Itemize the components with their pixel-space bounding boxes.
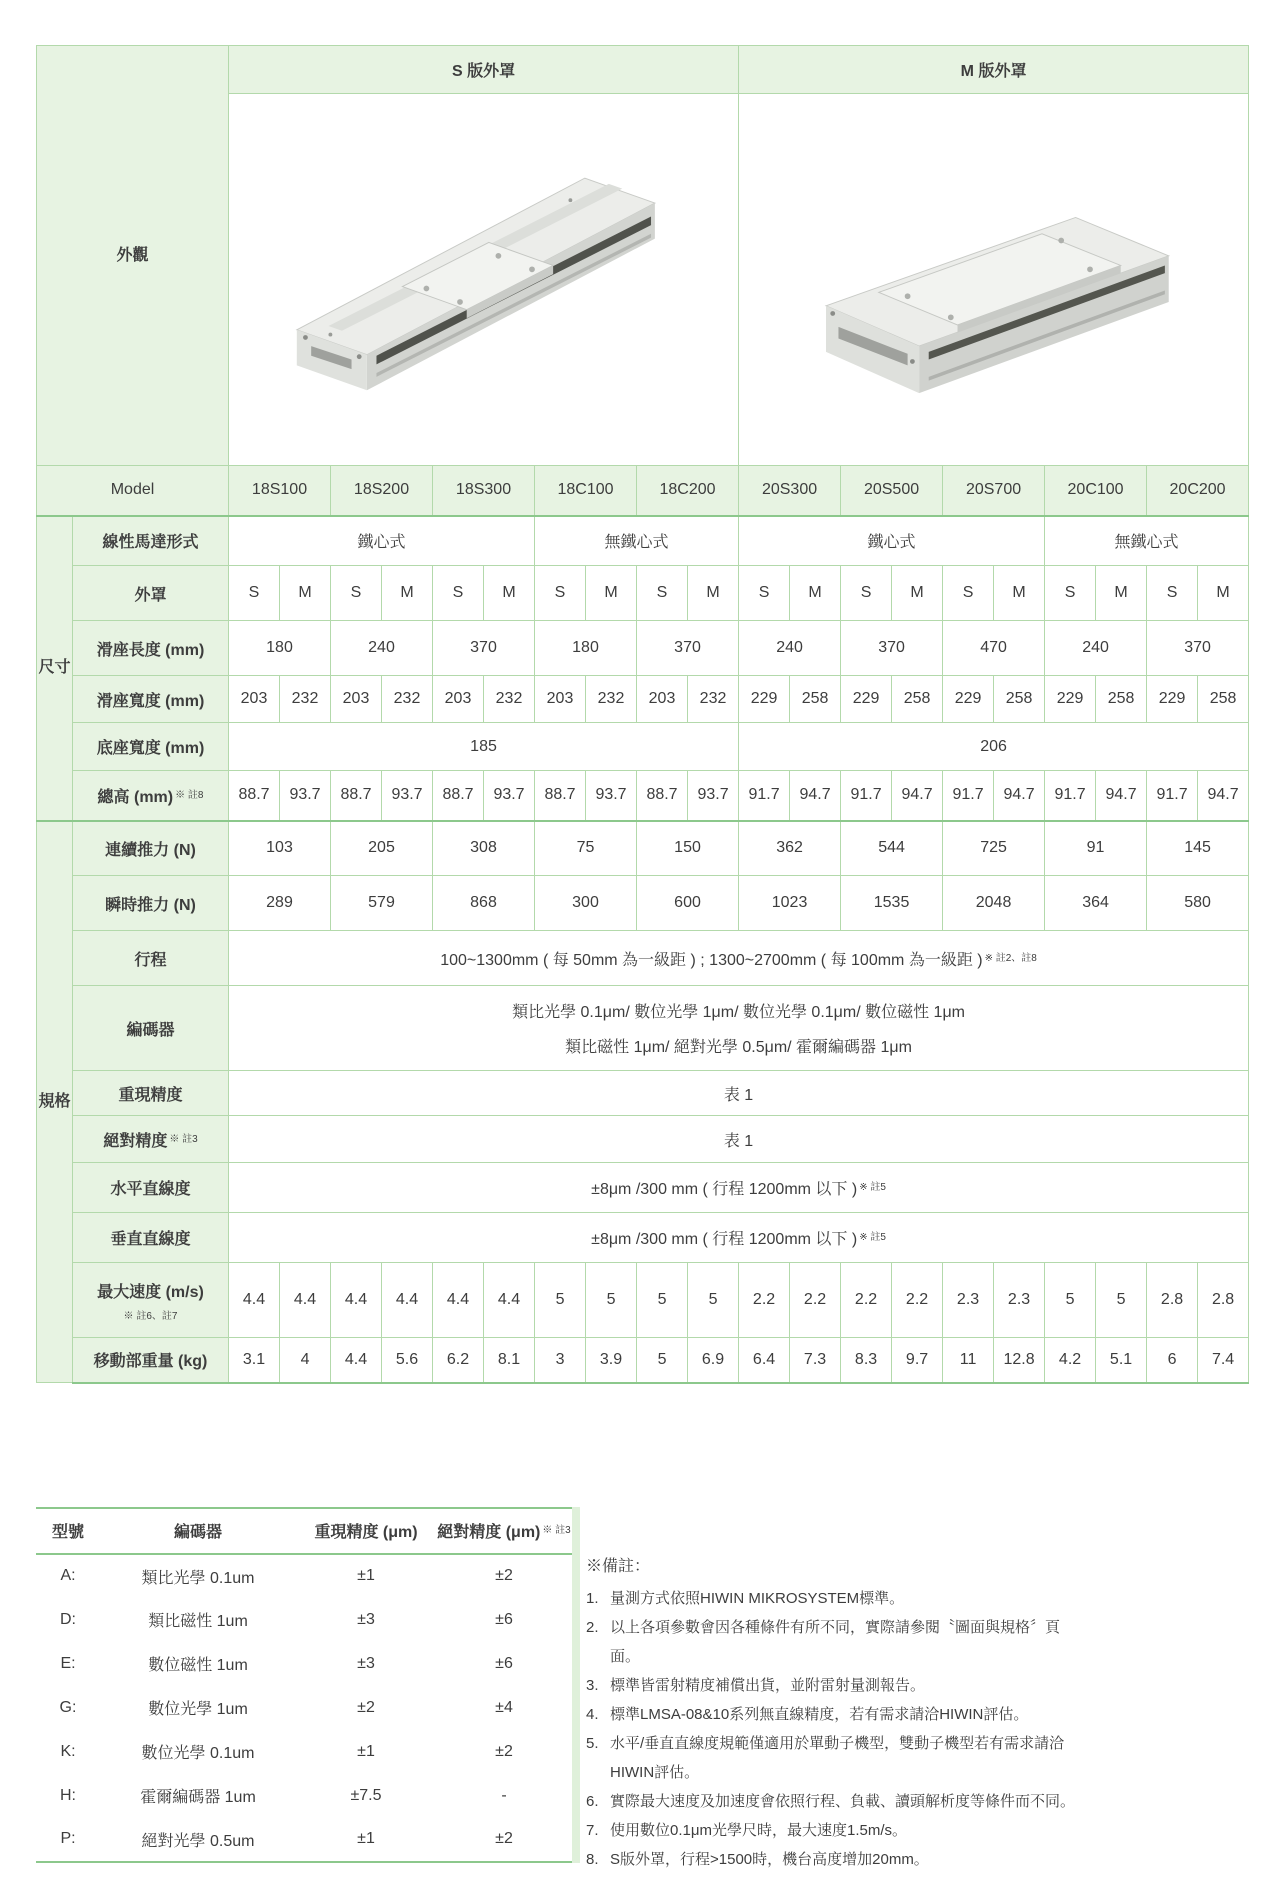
bottom-section [36,1507,1248,1868]
cell-motor-type: 鐵心式 [229,516,535,566]
cell-cover: M [382,566,433,621]
cell-moving-weight: 12.8 [994,1338,1045,1383]
cell-cover: S [331,566,382,621]
cell-total-height: 91.7 [943,771,994,821]
cell-slider-width: 232 [382,676,433,723]
cell-total-height: 94.7 [1096,771,1147,821]
cell-model: 20C200 [1147,466,1249,516]
cell-model: 20S500 [841,466,943,516]
cell-slider-length: 370 [433,621,535,676]
encoder-table-row [36,1730,576,1774]
encoder-table-cell: 數位光學 1um [148,1701,248,1718]
cell-moving-weight: 8.3 [841,1338,892,1383]
cell-max-speed: 5 [535,1263,586,1338]
encoder-table-cell: ±7.5 [350,1786,382,1804]
row-label-peak-force: 瞬時推力 (N) [73,876,229,931]
encoder-table-row [36,1774,576,1818]
s-version-stage-illustration [244,102,724,452]
cell-max-speed: 4.4 [229,1263,280,1338]
row-label-max-speed: 最大速度 (m/s) ※ 註6、註7 [73,1263,229,1338]
cell-slider-width: 232 [688,676,739,723]
encoder-table-cell: ±2 [495,1830,513,1847]
remarks-list [586,1584,1086,1874]
cell-slider-length: 370 [1147,621,1249,676]
cell-model: 20C100 [1045,466,1147,516]
cell-slider-width: 258 [1096,676,1147,723]
remark-item: 8. S版外罩，行程>1500時，機台高度增加20mm。 [586,1850,929,1868]
row-repeatability [37,1071,1249,1116]
cell-total-height: 94.7 [790,771,841,821]
cell-moving-weight: 5 [637,1338,688,1383]
remarks-section [586,1553,1086,1874]
encoder-table-cell: 絕對光學 0.5um [141,1832,255,1850]
cell-total-height: 91.7 [739,771,790,821]
row-vertical-straightness [37,1213,1249,1263]
cell-continuous-force: 362 [739,821,841,876]
cell-slider-length: 180 [229,621,331,676]
cell-slider-width: 232 [280,676,331,723]
encoder-table-row [36,1818,576,1862]
row-label-repeatability: 重現精度 [73,1071,229,1116]
encoder-table-cell: ±2 [357,1698,375,1716]
encoder-table-cell: H: [60,1786,76,1804]
cell-max-speed: 5 [637,1263,688,1338]
cell-max-speed: 2.2 [892,1263,943,1338]
row-label-total-height: 總高 (mm) $^{※ 註8}$ [73,771,229,821]
cell-moving-weight: 4.2 [1045,1338,1096,1383]
cell-slider-length: 240 [739,621,841,676]
cell-cover: S [943,566,994,621]
row-label-slider-width: 滑座寬度 (mm) [73,676,229,723]
cell-peak-force: 868 [433,876,535,931]
cell-cover: S [229,566,280,621]
encoder-table-cell: K: [60,1742,76,1760]
spec-table [36,45,1249,1384]
row-peak-force [37,876,1249,931]
cell-model: 20S300 [739,466,841,516]
cell-slider-width: 203 [433,676,484,723]
cell-max-speed: 4.4 [331,1263,382,1338]
cell-slider-width: 203 [535,676,586,723]
cell-total-height: 93.7 [688,771,739,821]
encoder-table-cell: ±2 [495,1742,513,1760]
cell-peak-force: 364 [1045,876,1147,931]
m-version-stage-illustration [754,102,1234,452]
footnote-ref: ※ 註5 [859,1232,886,1243]
cell-slider-width: 229 [1045,676,1096,723]
cell-slider-width: 203 [331,676,382,723]
row-max-speed [37,1263,1249,1338]
encoder-table-header-row [36,1508,576,1554]
footnote-ref: ※ 註3 [169,1133,198,1145]
cell-moving-weight: 7.3 [790,1338,841,1383]
cell-continuous-force: 308 [433,821,535,876]
cell-continuous-force: 103 [229,821,331,876]
cell-slider-length: 370 [637,621,739,676]
cell-moving-weight: 7.4 [1198,1338,1249,1383]
cell-cover: S [1147,566,1198,621]
cell-max-speed: 2.3 [943,1263,994,1338]
remark-item: 7. 使用數位0.1μm光學尺時，最大速度1.5m/s。 [586,1821,908,1839]
cell-continuous-force: 150 [637,821,739,876]
remark-item: 4. 標準LMSA-08&10系列無直線精度，若有需求請洽HIWIN評估。 [586,1705,1029,1723]
footnote-ref: ※ 註8 [175,789,204,801]
encoder-table-cell: ±1 [357,1567,375,1584]
encoder-table-row [36,1686,576,1730]
cell-model: 18S300 [433,466,535,516]
row-label-motor-type: 線性馬達形式 [73,516,229,566]
cell-continuous-force: 544 [841,821,943,876]
cell-continuous-force: 75 [535,821,637,876]
cell-moving-weight: 3 [535,1338,586,1383]
cell-cover: M [1198,566,1249,621]
cell-peak-force: 1023 [739,876,841,931]
row-horizontal-straightness [37,1163,1249,1213]
col-header-model-code: 型號 [36,1508,100,1554]
encoder-table-cell: ±1 [357,1742,375,1760]
remark-item: 1. 量測方式依照HIWIN MIKROSYSTEM標準。 [586,1589,905,1607]
row-base-width [37,723,1249,771]
cell-total-height: 91.7 [841,771,892,821]
row-stroke [37,931,1249,986]
cell-total-height: 88.7 [637,771,688,821]
cell-vertical-straightness: ±8μm /300 mm ( 行程 1200mm 以下 ) $^{※ 註5}$ [229,1213,1249,1263]
cell-total-height: 93.7 [382,771,433,821]
cell-slider-length: 240 [1045,621,1147,676]
cell-peak-force: 600 [637,876,739,931]
cell-cover: S [637,566,688,621]
encoder-table-cell: ±1 [357,1830,375,1847]
cell-total-height: 91.7 [1147,771,1198,821]
row-label-stroke: 行程 [73,931,229,986]
cell-slider-width: 232 [484,676,535,723]
footnote-ref: ※ 註3 [542,1525,571,1536]
cell-peak-force: 580 [1147,876,1249,931]
row-model [37,466,1249,516]
cell-cover: M [892,566,943,621]
cell-continuous-force: 205 [331,821,433,876]
encoder-table-row [36,1598,576,1642]
cell-total-height: 94.7 [892,771,943,821]
encoder-accuracy-table [36,1507,580,1863]
cell-moving-weight: 9.7 [892,1338,943,1383]
cell-horizontal-straightness: ±8μm /300 mm ( 行程 1200mm 以下 ) $^{※ 註5}$ [229,1163,1249,1213]
cell-max-speed: 4.4 [433,1263,484,1338]
cell-stroke: 100~1300mm ( 每 50mm 為一級距 ) ; 1300~2700mm ( 每 100mm 為一級距 ) $^{※ 註2、註8}$ [229,931,1249,986]
row-label-slider-length: 滑座長度 (mm) [73,621,229,676]
cell-peak-force: 579 [331,876,433,931]
row-slider-width [37,676,1249,723]
cell-cover: S [841,566,892,621]
section-label-specs: 規格 [37,821,73,1383]
cell-max-speed: 4.4 [280,1263,331,1338]
cell-moving-weight: 8.1 [484,1338,535,1383]
row-total-height [37,771,1249,821]
cell-cover: S [535,566,586,621]
cell-peak-force: 1535 [841,876,943,931]
cell-cover: M [790,566,841,621]
col-header-absolute-accuracy: 絕對精度 (μm) $^{※ 註3}$ [436,1508,576,1554]
encoder-table-cell: ±4 [495,1698,513,1716]
cell-slider-length: 470 [943,621,1045,676]
cell-model: 20S700 [943,466,1045,516]
cell-max-speed: 4.4 [484,1263,535,1338]
row-label-model: Model [37,466,229,516]
cell-encoder: 類比光學 0.1μm/ 數位光學 1μm/ 數位光學 0.1μm/ 數位磁性 1μm 類比磁性 1μm/ 絕對光學 0.5μm/ 霍爾編碼器 1μm [229,986,1249,1071]
cell-peak-force: 2048 [943,876,1045,931]
encoder-table-cell: D: [60,1610,76,1628]
col-header-repeatability: 重現精度 (μm) [296,1508,436,1554]
cell-moving-weight: 5.6 [382,1338,433,1383]
cell-repeatability: 表 1 [229,1071,1249,1116]
cell-model: 18C100 [535,466,637,516]
cell-total-height: 93.7 [484,771,535,821]
cell-max-speed: 5 [586,1263,637,1338]
row-label-encoder: 編碼器 [73,986,229,1071]
cell-total-height: 88.7 [535,771,586,821]
row-moving-weight [37,1338,1249,1383]
remark-item: 3. 標準皆雷射精度補償出貨，並附雷射量測報告。 [586,1676,926,1694]
cell-moving-weight: 6.4 [739,1338,790,1383]
encoder-table-cell: 類比光學 0.1um [141,1569,255,1587]
remarks-title: ※備註： [586,1557,651,1575]
cell-model: 18C200 [637,466,739,516]
cell-motor-type: 無鐵心式 [535,516,739,566]
cell-moving-weight: 6 [1147,1338,1198,1383]
cell-slider-width: 258 [790,676,841,723]
encoder-table-cell: ±3 [357,1610,375,1628]
cell-base-width: 185 [229,723,739,771]
cell-motor-type: 鐵心式 [739,516,1045,566]
cell-moving-weight: 4.4 [331,1338,382,1383]
cell-max-speed: 2.2 [739,1263,790,1338]
encoder-table-cell: A: [60,1567,76,1584]
cell-max-speed: 2.2 [790,1263,841,1338]
cell-cover: M [586,566,637,621]
cell-slider-width: 258 [892,676,943,723]
cell-total-height: 91.7 [1045,771,1096,821]
footnote-ref: ※ 註5 [859,1182,886,1193]
remark-item: 6. 實際最大速度及加速度會依照行程、負載、讀頭解析度等條件而不同。 [586,1792,1076,1810]
encoder-table-cell: - [501,1786,507,1804]
cell-moving-weight: 6.2 [433,1338,484,1383]
cell-total-height: 93.7 [586,771,637,821]
cell-cover: M [1096,566,1147,621]
row-label-continuous-force: 連續推力 (N) [73,821,229,876]
cell-peak-force: 289 [229,876,331,931]
encoder-table-cell: 類比磁性 1um [148,1613,248,1630]
cell-total-height: 93.7 [280,771,331,821]
cell-cover: M [688,566,739,621]
row-motor-type [37,516,1249,566]
cell-slider-width: 229 [1147,676,1198,723]
cell-motor-type: 無鐵心式 [1045,516,1249,566]
cell-total-height: 94.7 [994,771,1045,821]
cell-slider-length: 240 [331,621,433,676]
row-slider-length [37,621,1249,676]
row-label-absolute-accuracy: 絕對精度 $^{※ 註3}$ [73,1116,229,1163]
cell-max-speed: 4.4 [382,1263,433,1338]
encoder-table-cell: P: [60,1830,76,1847]
row-label-moving-weight: 移動部重量 (kg) [73,1338,229,1383]
cell-slider-width: 232 [586,676,637,723]
section-label-dimensions: 尺寸 [37,516,73,821]
cell-continuous-force: 145 [1147,821,1249,876]
cell-moving-weight: 3.1 [229,1338,280,1383]
cell-moving-weight: 11 [943,1338,994,1383]
cell-max-speed: 2.2 [841,1263,892,1338]
encoder-table-cell: ±6 [495,1610,513,1628]
cell-total-height: 88.7 [433,771,484,821]
cell-cover: M [484,566,535,621]
encoder-table-cell: 數位光學 0.1um [141,1745,255,1762]
cell-slider-width: 203 [637,676,688,723]
m-cover-product-image [739,94,1249,466]
cell-peak-force: 300 [535,876,637,931]
footnote-ref: ※ 註2、註8 [984,952,1037,964]
cover-header-row [37,46,1249,94]
cell-continuous-force: 725 [943,821,1045,876]
cell-total-height: 88.7 [229,771,280,821]
cell-slider-width: 229 [841,676,892,723]
cell-slider-width: 229 [943,676,994,723]
encoder-table-row [36,1554,576,1598]
s-cover-product-image [229,94,739,466]
row-encoder [37,986,1249,1071]
col-header-encoder: 編碼器 [100,1508,296,1554]
cell-moving-weight: 5.1 [1096,1338,1147,1383]
cell-continuous-force: 91 [1045,821,1147,876]
appearance-label: 外觀 [37,46,229,466]
row-label-vertical-straightness: 垂直直線度 [73,1213,229,1263]
encoder-table-cell: E: [60,1654,76,1672]
cell-moving-weight: 4 [280,1338,331,1383]
encoder-table-cell: ±3 [357,1654,375,1672]
cell-model: 18S100 [229,466,331,516]
cell-max-speed: 5 [1096,1263,1147,1338]
cell-max-speed: 5 [1045,1263,1096,1338]
row-absolute-accuracy [37,1116,1249,1163]
cell-slider-width: 203 [229,676,280,723]
cell-total-height: 88.7 [331,771,382,821]
row-label-base-width: 底座寬度 (mm) [73,723,229,771]
cell-absolute-accuracy: 表 1 [229,1116,1249,1163]
encoder-table-cell: ±2 [495,1567,513,1584]
footnote-ref: ※ 註6、註7 [123,1310,178,1322]
encoder-table-row [36,1642,576,1686]
cell-model: 18S200 [331,466,433,516]
cell-max-speed: 2.3 [994,1263,1045,1338]
remark-item: 5. 水平/垂直直線度規範僅適用於單動子機型，雙動子機型若有需求請洽HIWIN評估。 [586,1734,1065,1781]
encoder-table-cell: G: [59,1698,77,1716]
cell-cover: M [994,566,1045,621]
s-cover-header: S 版外罩 [229,46,739,94]
cell-slider-width: 258 [1198,676,1249,723]
row-continuous-force [37,821,1249,876]
cell-cover: S [739,566,790,621]
cell-moving-weight: 3.9 [586,1338,637,1383]
m-cover-header: M 版外罩 [739,46,1249,94]
cell-slider-width: 229 [739,676,790,723]
cell-moving-weight: 6.9 [688,1338,739,1383]
cell-max-speed: 2.8 [1147,1263,1198,1338]
encoder-table-cell: 霍爾編碼器 1um [140,1789,256,1806]
remark-item: 2. 以上各項參數會因各種條件有所不同，實際請參閱〝圖面與規格〞頁面。 [586,1618,1061,1665]
row-label-horizontal-straightness: 水平直線度 [73,1163,229,1213]
cell-max-speed: 2.8 [1198,1263,1249,1338]
cell-slider-length: 180 [535,621,637,676]
cell-base-width: 206 [739,723,1249,771]
cell-slider-length: 370 [841,621,943,676]
cell-cover: M [280,566,331,621]
cell-slider-width: 258 [994,676,1045,723]
cell-total-height: 94.7 [1198,771,1249,821]
cell-cover: S [1045,566,1096,621]
encoder-table-cell: 數位磁性 1um [148,1657,248,1674]
row-cover [37,566,1249,621]
encoder-table-cell: ±6 [495,1654,513,1672]
cell-max-speed: 5 [688,1263,739,1338]
row-label-cover: 外罩 [73,566,229,621]
cell-cover: S [433,566,484,621]
